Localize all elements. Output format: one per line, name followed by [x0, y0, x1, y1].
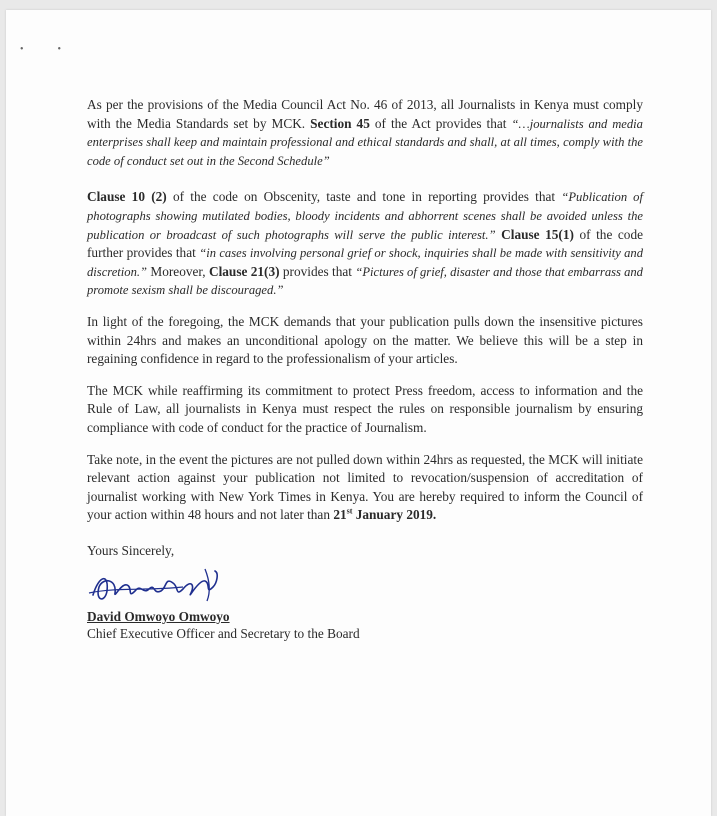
deadline-date [333, 507, 436, 522]
clause-15-quote: “in cases involving personal grief or shock, inquiries shall be made with sensitivity and discretion.” [87, 246, 643, 279]
para2-text: Moreover, [147, 263, 209, 279]
section-45-ref: Section 45 [310, 115, 370, 131]
para2-text: provides that [279, 263, 356, 279]
clause-10-quote: “Publication of photographs showing mutilated bodies, bloody incidents and abhorrent scenes shall be avoided unless the publication or broadcast of such photographs will serve the public interest.” [87, 190, 643, 242]
paragraph-demand: In light of the foregoing, the MCK demands that your publication pulls down the insensitive pictures within 24hrs and makes an unconditional apology on the matter. We believe this will be a step in regaining confidence in regard to the professionalism of your articles. [87, 313, 643, 367]
signatory-name: David Omwoyo Omwoyo [87, 608, 230, 624]
para1-text: of the Act provides that [369, 115, 512, 131]
section-45-quote: “…journalists and media enterprises shall keep and maintain professional and ethical standards and shall, at all times, comply with the code of conduct set out in the Second Schedule” [87, 116, 643, 168]
clause-15-ref: Clause 15(1) [501, 226, 574, 242]
deadline-suffix: st [346, 506, 353, 516]
letter-page [6, 10, 711, 816]
para2-text: of the code further provides that [87, 226, 643, 261]
scan-mark: • [57, 44, 96, 55]
paragraph-take-note [87, 451, 643, 525]
para1-text: As per the provisions of the Media Council Act No. 46 of 2013, all Journalists in Kenya must comply with the Media Standards set by MCK. [87, 97, 643, 131]
paragraph-media-council-act [87, 96, 643, 170]
scan-marks [20, 44, 95, 55]
scan-mark: • [20, 44, 58, 55]
clause-21-ref: Clause 21(3) [208, 263, 280, 279]
paragraph-code-clauses [87, 188, 643, 300]
paragraph-press-freedom: The MCK while reaffirming its commitment to protect Press freedom, access to information and the Rule of Law, all journalists in Kenya must respect the rules on responsible journalism by ensuring compliance with code of conduct for the practice of Journalism. [87, 382, 643, 435]
handwritten-signature [87, 565, 227, 609]
clause-10-ref: Clause 10 (2) [87, 189, 167, 205]
para5-text: Take note, in the event the pictures are not pulled down within 24hrs as requested, the MCK will initiate relevant action against your publication not limited to revocation/suspension of accreditation of journalist working with New York Times in Kenya. You are hereby required to inform the Council of your action within 48 hours and not later than [87, 451, 643, 523]
letter-body [87, 96, 643, 643]
closing-salutation: Yours Sincerely, [87, 542, 175, 558]
deadline-day: 21 [333, 507, 347, 523]
clause-21-quote: “Pictures of grief, disaster and those that embarrass and promote sexism shall be discouraged.” [87, 264, 643, 298]
para2-text: of the code on Obscenity, taste and tone in reporting provides that [166, 189, 562, 205]
signatory-title: Chief Executive Officer and Secretary to the Board [87, 625, 360, 641]
deadline-month-year: January 2019. [352, 507, 437, 523]
